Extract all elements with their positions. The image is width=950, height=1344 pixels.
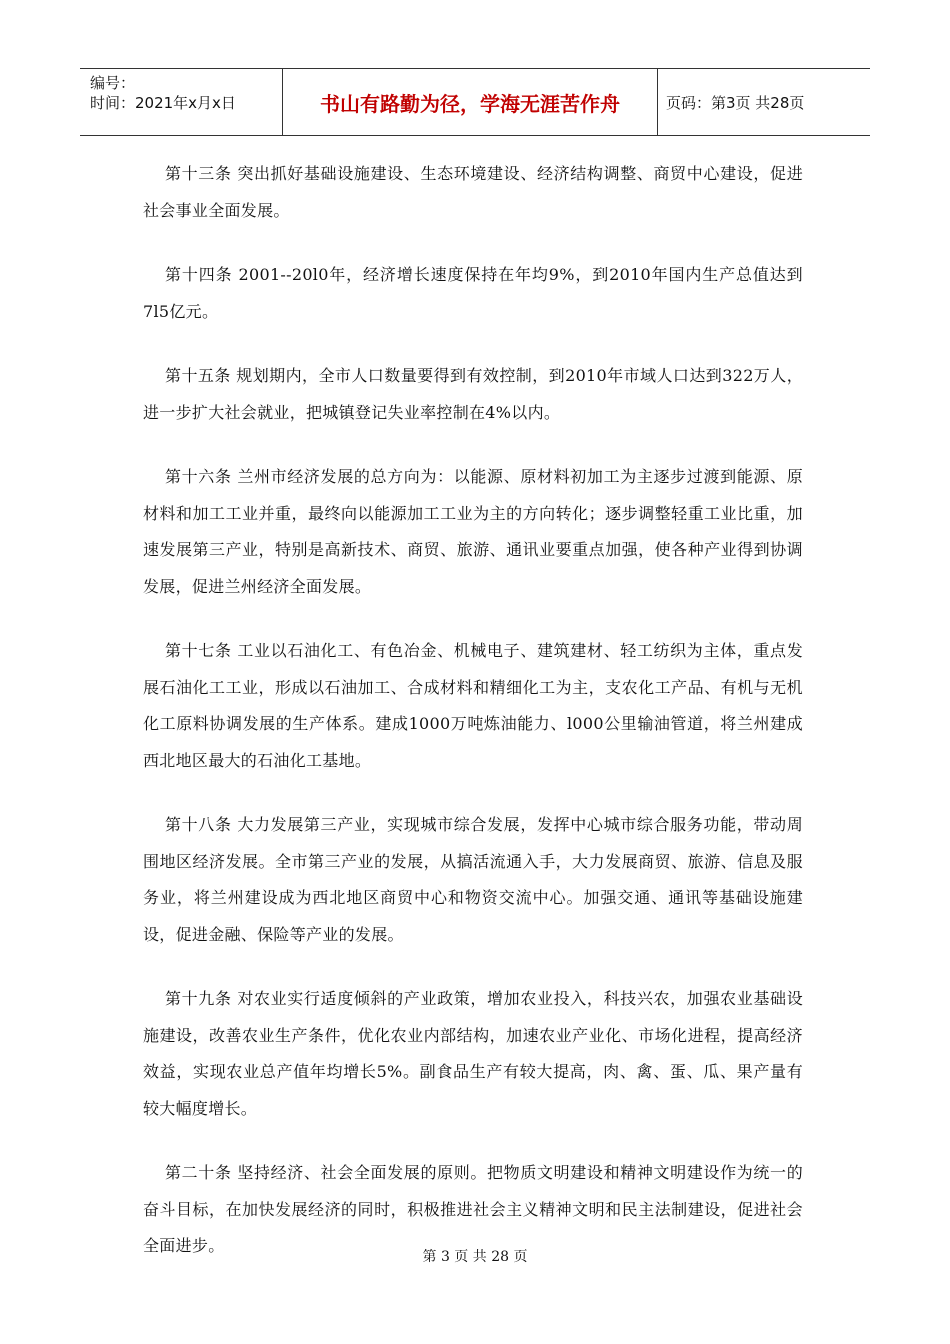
article-18: 第十八条 大力发展第三产业，实现城市综合发展，发挥中心城市综合服务功能，带动周围地区经济发展。全市第三产业的发展，从搞活流通入手，大力发展商贸、旅游、信息及服务业，将兰州建设成为西北地区商贸中心和物资交流中心。加强交通、通讯等基础设施建设，促进金融、保险等产业的发展。 [143, 815, 803, 944]
page-header [80, 68, 870, 136]
header-motto: 书山有路勤为径，学海无涯苦作舟 [283, 69, 658, 135]
document-number-label: 编号： [90, 74, 136, 92]
article-19: 第十九条 对农业实行适度倾斜的产业政策，增加农业投入，科技兴农，加强农业基础设施建设，改善农业生产条件，优化农业内部结构，加速农业产业化、市场化进程，提高经济效益，实现农业总产值年均增长5%。副食品生产有较大提高，肉、禽、蛋、瓜、果产量有较大幅度增长。 [143, 989, 803, 1118]
document-time-label: 时间：2021年x月x日 [90, 94, 236, 112]
page-footer: 第 3 页 共 28 页 [422, 1249, 528, 1265]
article-15: 第十五条 规划期内，全市人口数量要得到有效控制，到2010年市域人口达到322万人，进一步扩大社会就业，把城镇登记失业率控制在4%以内。 [143, 366, 803, 422]
article-16: 第十六条 兰州市经济发展的总方向为：以能源、原材料初加工为主逐步过渡到能源、原材料和加工工业并重，最终向以能源加工工业为主的方向转化；逐步调整轻重工业比重，加速发展第三产业，特别是高新技术、商贸、旅游、通讯业要重点加强，使各种产业得到协调发展，促进兰州经济全面发展。 [143, 467, 803, 596]
header-meta [80, 69, 283, 135]
article-14: 第十四条 2001--20l0年，经济增长速度保持在年均9%，到2010年国内生产总值达到7l5亿元。 [143, 265, 803, 321]
article-20: 第二十条 坚持经济、社会全面发展的原则。把物质文明建设和精神文明建设作为统一的奋斗目标，在加快发展经济的同时，积极推进社会主义精神文明和民主法制建设，促进社会全面进步。 [143, 1163, 803, 1255]
header-page-info: 页码：第3页 共28页 [666, 93, 805, 112]
article-13: 第十三条 突出抓好基础设施建设、生态环境建设、经济结构调整、商贸中心建设，促进社会事业全面发展。 [143, 164, 803, 220]
article-17: 第十七条 工业以石油化工、有色冶金、机械电子、建筑建材、轻工纺织为主体，重点发展石油化工工业，形成以石油加工、合成材料和精细化工为主，支农化工产品、有机与无机化工原料协调发展的生产体系。建成1000万吨炼油能力、l000公里输油管道，将兰州建成西北地区最大的石油化工基地。 [143, 641, 803, 770]
document-body [143, 156, 803, 1293]
